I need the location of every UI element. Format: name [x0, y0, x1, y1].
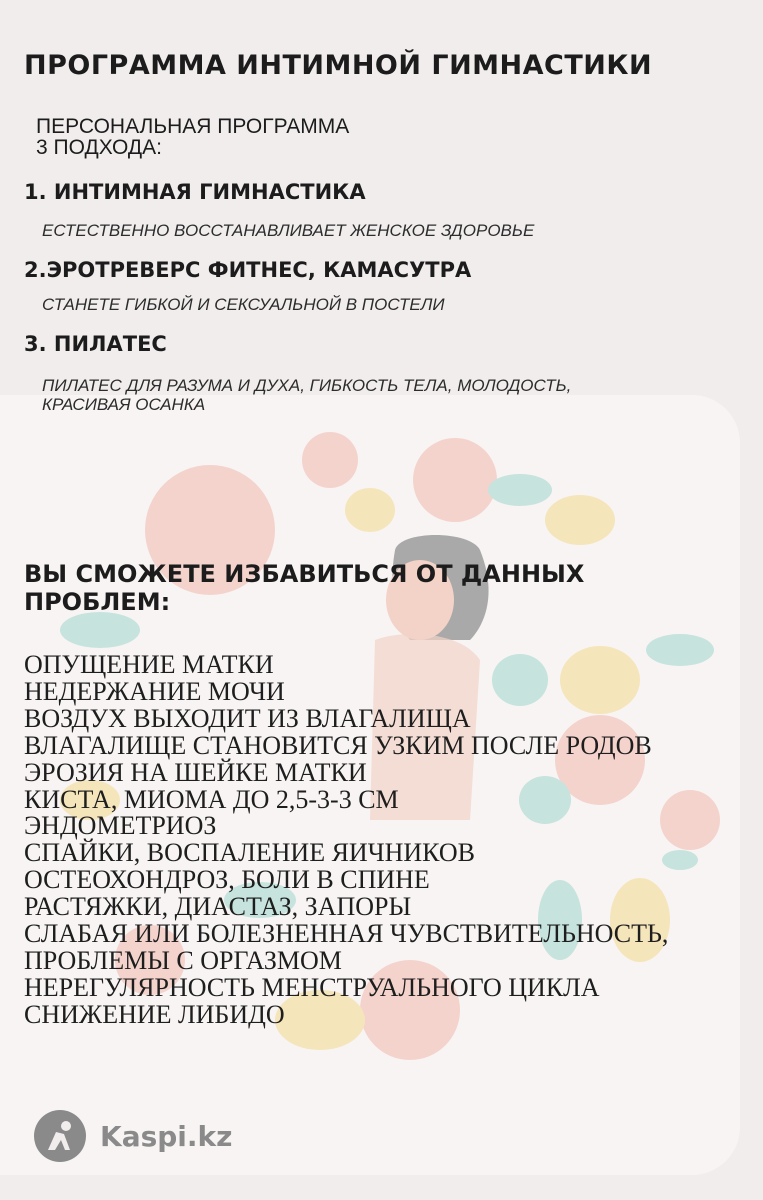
problem-item: НЕРЕГУЛЯРНОСТЬ МЕНСТРУАЛЬНОГО ЦИКЛА	[24, 972, 600, 1002]
step-2-description	[42, 295, 445, 314]
step-2-description-line-1: СТАНЕТЕ ГИБКОЙ И СЕКСУАЛЬНОЙ В ПОСТЕЛИ	[42, 295, 445, 314]
problem-item: РАСТЯЖКИ, ДИАСТАЗ, ЗАПОРЫ	[24, 892, 412, 922]
problem-item: НЕДЕРЖАНИЕ МОЧИ	[24, 676, 285, 706]
problem-item: ОПУЩЕНИЕ МАТКИ	[24, 650, 274, 679]
problems-heading: ВЫ СМОЖЕТЕ ИЗБАВИТЬСЯ ОТ ДАННЫХ ПРОБЛЕМ:	[24, 560, 585, 616]
problem-item: ЭНДОМЕТРИОЗ	[24, 811, 217, 841]
step-3-heading: 3. ПИЛАТЕС	[24, 332, 167, 356]
kaspi-watermark-text: Kaspi.kz	[100, 1119, 233, 1153]
step-1-heading: 1. ИНТИМНАЯ ГИМНАСТИКА	[24, 180, 366, 204]
problem-item: КИСТА, МИОМА ДО 2,5-3-3 СМ	[24, 784, 399, 814]
step-2-heading: 2.ЭРОТРЕВЕРС ФИТНЕС, КАМАСУТРА	[24, 258, 472, 282]
step-1-description-line-1: ЕСТЕСТВЕННО ВОССТАНАВЛИВАЕТ ЖЕНСКОЕ ЗДОРОВЬЕ	[42, 221, 535, 240]
program-subtitle-line-2: 3 ПОДХОДА:	[36, 136, 162, 159]
program-subtitle-line-1: ПЕРСОНАЛЬНАЯ ПРОГРАММА	[36, 115, 350, 138]
page-title: ПРОГРАММА ИНТИМНОЙ ГИМНАСТИКИ	[24, 50, 653, 81]
problem-item: ОСТЕОХОНДРОЗ, БОЛИ В СПИНЕ	[24, 865, 430, 895]
problem-item: СЛАБАЯ ИЛИ БОЛЕЗНЕННАЯ ЧУВСТВИТЕЛЬНОСТЬ,	[24, 919, 669, 949]
problem-item: СНИЖЕНИЕ ЛИБИДО	[24, 999, 285, 1029]
kaspi-watermark	[34, 1110, 232, 1162]
program-subtitle	[36, 116, 349, 158]
problems-list	[24, 652, 668, 1029]
step-3-description	[42, 376, 571, 414]
problem-item: СПАЙКИ, ВОСПАЛЕНИЕ ЯИЧНИКОВ	[24, 838, 475, 868]
problem-item: ВЛАГАЛИЩЕ СТАНОВИТСЯ УЗКИМ ПОСЛЕ РОДОВ	[24, 730, 652, 760]
step-1-description	[42, 221, 534, 240]
problem-item: ВОЗДУХ ВЫХОДИТ ИЗ ВЛАГАЛИЩА	[24, 703, 471, 733]
problem-item: ЭРОЗИЯ НА ШЕЙКЕ МАТКИ	[24, 757, 367, 787]
problem-item: ПРОБЛЕМЫ С ОРГАЗМОМ	[24, 945, 342, 975]
step-3-description-line-1: ПИЛАТЕС ДЛЯ РАЗУМА И ДУХА, ГИБКОСТЬ ТЕЛА, МОЛОДОСТЬ,	[42, 376, 572, 395]
step-3-description-line-2: КРАСИВАЯ ОСАНКА	[42, 395, 206, 414]
kaspi-logo-icon	[34, 1110, 86, 1162]
